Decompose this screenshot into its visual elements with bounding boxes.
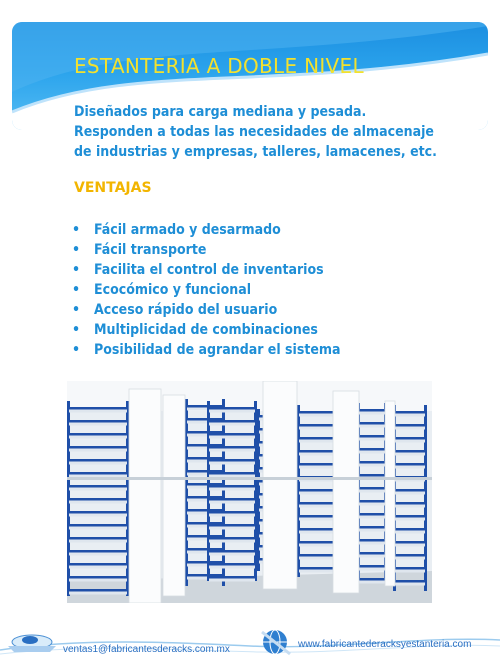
list-item (72, 240, 341, 260)
partition-panel (385, 401, 395, 586)
rack-shelf (207, 420, 257, 423)
rack-shelf (357, 539, 387, 542)
rack-shelf (393, 567, 427, 570)
list-item-text: Fácil transporte (94, 242, 207, 258)
list-item (72, 340, 341, 360)
rack-shelf (67, 420, 129, 423)
list-item-text: Multiplicidad de combinaciones (94, 322, 318, 338)
list-item (72, 260, 341, 280)
rack-shelf (357, 578, 387, 581)
shelving-illustration (67, 381, 432, 603)
rack-shelf (207, 446, 257, 449)
rack-upright (424, 405, 427, 591)
rack-shelf (357, 552, 387, 555)
rack-shelf (297, 463, 337, 466)
bullet-icon: • (72, 322, 81, 338)
intro-line: de industrias y empresas, talleres, lamacenes, etc. (74, 144, 437, 160)
rack-shelf (393, 580, 427, 583)
rack-shelf (297, 437, 337, 440)
website-link[interactable]: www.fabricantederacksyestanteria.com (298, 639, 472, 650)
partition-panel (333, 391, 359, 593)
bullet-icon: • (72, 242, 81, 258)
bullet-icon: • (72, 302, 81, 318)
rack-shelf (357, 448, 387, 451)
rack-shelf (297, 450, 337, 453)
rack-shelf (297, 489, 337, 492)
rack-shelf (207, 498, 257, 501)
rack-shelf (357, 513, 387, 516)
rack-shelf (357, 422, 387, 425)
list-item (72, 220, 341, 240)
rack-shelf (297, 528, 337, 531)
rack-shelf (207, 433, 257, 436)
rack-shelf (297, 502, 337, 505)
rack-shelf (357, 526, 387, 529)
rack-shelf (297, 515, 337, 518)
rack-upright (222, 399, 225, 586)
list-item-text: Facilita el control de inventarios (94, 262, 324, 278)
rack-shelf (393, 437, 427, 440)
page-title: ESTANTERIA A DOBLE NIVEL (74, 54, 364, 78)
rack-shelf (393, 528, 427, 531)
list-item (72, 300, 341, 320)
bullet-icon: • (72, 342, 81, 358)
rack-upright (185, 399, 188, 586)
rack-shelf (393, 463, 427, 466)
rack-shelf (207, 485, 257, 488)
rack-shelf (357, 409, 387, 412)
list-item (72, 280, 341, 300)
rack-shelf (357, 500, 387, 503)
list-item-text: Acceso rápido del usuario (94, 302, 278, 318)
partition-panel (263, 381, 297, 589)
partition-panel (163, 395, 185, 596)
rack-shelf (297, 554, 337, 557)
rack-shelf (207, 576, 257, 579)
rack-shelf (67, 433, 129, 436)
partition-panel (129, 389, 161, 603)
rack-shelf (207, 459, 257, 462)
rack-shelf (67, 576, 129, 579)
rack-shelf (67, 511, 129, 514)
rack-shelf (357, 474, 387, 477)
list-item-text: Posibilidad de agrandar el sistema (94, 342, 341, 358)
rack-shelf (393, 411, 427, 414)
intro-line: Responden a todas las necesidades de almacenaje (74, 124, 434, 140)
globe-icon (262, 630, 290, 654)
rack-shelf (207, 550, 257, 553)
rack-shelf (67, 550, 129, 553)
list-item-text: Fácil armado y desarmado (94, 222, 281, 238)
bullet-icon: • (72, 282, 81, 298)
rack-shelf (297, 424, 337, 427)
bullet-icon: • (72, 262, 81, 278)
rack-shelf (207, 407, 257, 410)
rack-shelf (357, 461, 387, 464)
rack-shelf (207, 563, 257, 566)
list-item-text: Ecocómico y funcional (94, 282, 252, 298)
rack-shelf (67, 589, 129, 592)
rack-shelf (393, 424, 427, 427)
rack-shelf (207, 524, 257, 527)
rack-shelf (393, 502, 427, 505)
rack-shelf (207, 511, 257, 514)
contact-email[interactable]: ventas1@fabricantesderacks.com.mx (63, 644, 230, 655)
rack-shelf (393, 554, 427, 557)
mezzanine-deck (67, 477, 432, 480)
shelving-photo (67, 381, 432, 603)
rack-shelf (393, 489, 427, 492)
rack-shelf (67, 537, 129, 540)
intro-text (74, 102, 484, 162)
rack-shelf (67, 524, 129, 527)
rack-shelf (297, 411, 337, 414)
rack-shelf (297, 567, 337, 570)
intro-line: Diseñados para carga mediana y pesada. (74, 104, 367, 120)
rack-shelf (357, 435, 387, 438)
rack-shelf (207, 472, 257, 475)
list-item (72, 320, 341, 340)
rack-shelf (67, 498, 129, 501)
rack-shelf (67, 459, 129, 462)
rack-shelf (393, 541, 427, 544)
rack-shelf (393, 515, 427, 518)
rack-shelf (67, 485, 129, 488)
rack-shelf (67, 563, 129, 566)
advantages-heading: VENTAJAS (74, 180, 152, 196)
rack-shelf (67, 407, 129, 410)
rack-shelf (357, 487, 387, 490)
rack-shelf (207, 537, 257, 540)
logo-icon (8, 635, 56, 652)
rack-shelf (67, 446, 129, 449)
rack-shelf (393, 450, 427, 453)
rack-shelf (357, 565, 387, 568)
bullet-icon: • (72, 222, 81, 238)
rack-shelf (297, 541, 337, 544)
advantages-list (72, 220, 341, 360)
rack-shelf (67, 472, 129, 475)
